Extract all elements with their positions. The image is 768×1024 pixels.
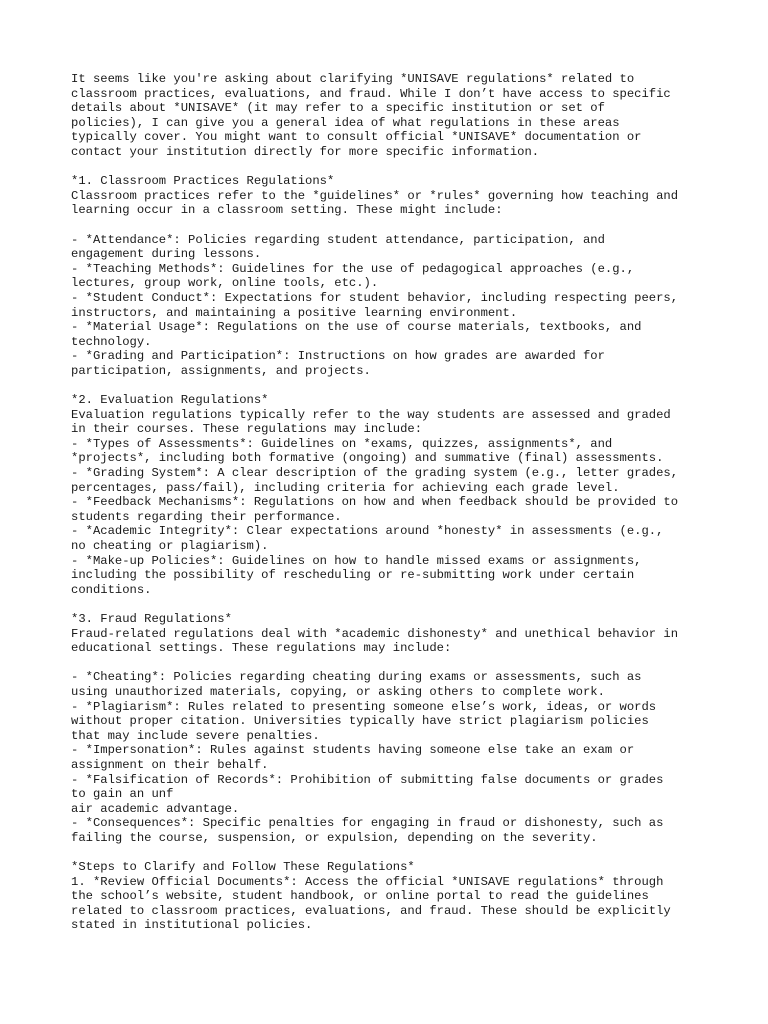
- text-line: learning occur in a classroom setting. These might include:: [71, 203, 503, 218]
- text-line: contact your institution directly for more specific information.: [71, 144, 540, 159]
- list-item: *projects*, including both formative (ongoing) and summative (final) assessments.: [71, 451, 664, 466]
- document-page: [71, 72, 711, 933]
- spacer: [71, 656, 711, 671]
- list-item: lectures, group work, online tools, etc.).: [71, 276, 379, 291]
- section-heading: *Steps to Clarify and Follow These Regulations*: [71, 860, 415, 875]
- list-item: no cheating or plagiarism).: [71, 539, 269, 553]
- list-item: - *Make-up Policies*: Guidelines on how to handle missed exams or assignments,: [71, 553, 642, 568]
- text-line: Fraud-related regulations deal with *academic dishonesty* and unethical behavior in: [71, 626, 679, 641]
- intro-paragraph: [71, 72, 711, 160]
- text-line: educational settings. These regulations may include:: [71, 641, 452, 656]
- list-item: - *Impersonation*: Rules against students having someone else take an exam or: [71, 743, 635, 758]
- list-item: - *Teaching Methods*: Guidelines for the use of pedagogical approaches (e.g.,: [71, 261, 635, 276]
- list-item: - *Student Conduct*: Expectations for student behavior, including respecting peers,: [71, 290, 679, 305]
- list-item: - *Grading System*: A clear description of the grading system (e.g., letter grades,: [71, 466, 679, 481]
- list-item: assignment on their behalf.: [71, 757, 269, 772]
- list-item: engagement during lessons.: [71, 247, 262, 262]
- text-line: classroom practices, evaluations, and fraud. While I don’t have access to specific: [71, 86, 671, 101]
- section-heading: *1. Classroom Practices Regulations*: [71, 174, 335, 189]
- text-line: It seems like you're asking about clarifying *UNISAVE regulations* related to: [71, 72, 635, 86]
- list-item: technology.: [71, 334, 152, 349]
- list-item: stated in institutional policies.: [71, 918, 313, 933]
- list-item: - *Consequences*: Specific penalties for engaging in fraud or dishonesty, such as: [71, 816, 664, 831]
- list-item: failing the course, suspension, or expulsion, depending on the severity.: [71, 830, 598, 845]
- list-item: that may include severe penalties.: [71, 728, 320, 743]
- section-fraud: [71, 612, 711, 846]
- list-item: instructors, and maintaining a positive learning environment.: [71, 305, 518, 320]
- list-item: students regarding their performance.: [71, 509, 342, 524]
- list-item: - *Cheating*: Policies regarding cheating during exams or assessments, such as: [71, 670, 642, 685]
- text-line: policies), I can give you a general idea of what regulations in these areas: [71, 115, 620, 130]
- text-line: Classroom practices refer to the *guidelines* or *rules* governing how teaching and: [71, 188, 679, 203]
- list-item: percentages, pass/fail), including criteria for achieving each grade level.: [71, 480, 620, 495]
- section-classroom-practices: [71, 174, 711, 378]
- list-item: including the possibility of rescheduling or re-submitting work under certain: [71, 568, 635, 583]
- list-item: - *Material Usage*: Regulations on the use of course materials, textbooks, and: [71, 320, 642, 335]
- list-item: without proper citation. Universities typically have strict plagiarism policies: [71, 714, 649, 729]
- section-evaluation: [71, 393, 711, 597]
- section-heading: *3. Fraud Regulations*: [71, 611, 232, 626]
- list-item: - *Falsification of Records*: Prohibition of submitting false documents or grades: [71, 772, 664, 787]
- list-item: - *Attendance*: Policies regarding student attendance, participation, and: [71, 232, 605, 247]
- list-item: - *Types of Assessments*: Guidelines on *exams, quizzes, assignments*, and: [71, 436, 613, 451]
- spacer: [71, 597, 711, 612]
- list-item: related to classroom practices, evaluations, and fraud. These should be explicitly: [71, 903, 671, 918]
- list-item: air academic advantage.: [71, 801, 240, 816]
- spacer: [71, 218, 711, 233]
- list-item: participation, assignments, and projects.: [71, 363, 371, 378]
- section-heading: *2. Evaluation Regulations*: [71, 393, 269, 408]
- list-item: - *Plagiarism*: Rules related to presenting someone else’s work, ideas, or words: [71, 699, 657, 714]
- text-line: Evaluation regulations typically refer to the way students are assessed and graded: [71, 407, 671, 422]
- spacer: [71, 160, 711, 175]
- text-line: typically cover. You might want to consult official *UNISAVE* documentation or: [71, 130, 642, 145]
- list-item: - *Grading and Participation*: Instructions on how grades are awarded for: [71, 349, 605, 364]
- list-item: - *Academic Integrity*: Clear expectations around *honesty* in assessments (e.g.,: [71, 524, 664, 539]
- list-item: using unauthorized materials, copying, or asking others to complete work.: [71, 684, 605, 699]
- text-line: in their courses. These regulations may include:: [71, 422, 423, 437]
- list-item: 1. *Review Official Documents*: Access the official *UNISAVE regulations* through: [71, 874, 664, 889]
- list-item: the school’s website, student handbook, or online portal to read the guidelines: [71, 889, 649, 904]
- spacer: [71, 378, 711, 393]
- text-line: details about *UNISAVE* (it may refer to a specific institution or set of: [71, 101, 605, 116]
- list-item: conditions.: [71, 582, 152, 597]
- section-steps: [71, 860, 711, 933]
- list-item: - *Feedback Mechanisms*: Regulations on how and when feedback should be provided to: [71, 495, 679, 510]
- list-item: to gain an unf: [71, 787, 174, 802]
- spacer: [71, 845, 711, 860]
